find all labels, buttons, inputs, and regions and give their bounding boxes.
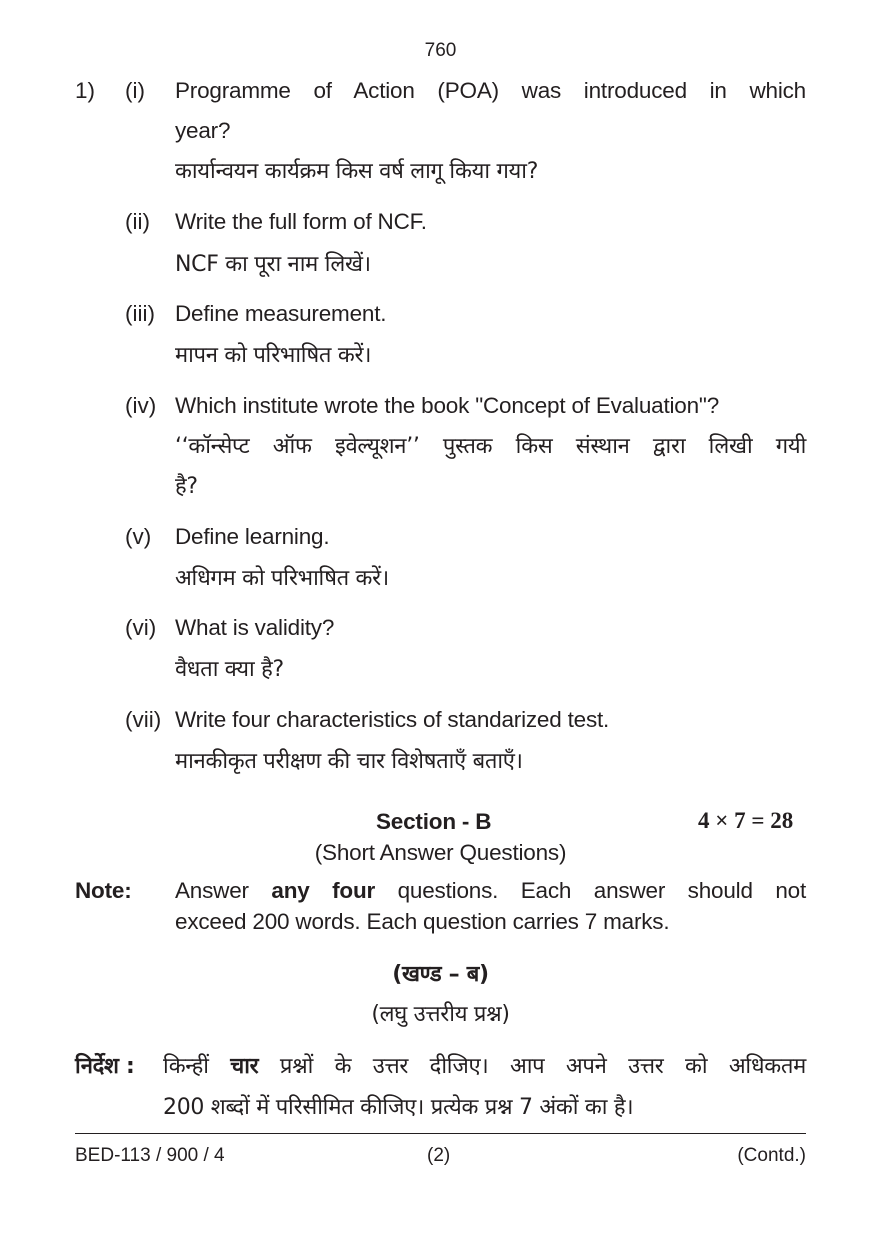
note-text-hi-cont: 200 शब्दों में परिसीमित कीजिए। प्रत्येक प्रश्न 7 अंकों का है। bbox=[163, 1095, 634, 1120]
note-text bbox=[175, 878, 806, 904]
note-label: Note: bbox=[75, 878, 132, 903]
footer-contd: (Contd.) bbox=[737, 1145, 806, 1166]
note-text-hi-bold: चार bbox=[230, 1054, 259, 1079]
note-text-hi-post: प्रश्नों के उत्तर दीजिए। आप अपने उत्तर को अधिकतम bbox=[258, 1054, 806, 1079]
question-text-hi: अधिगम को परिभाषित करें। bbox=[175, 566, 389, 591]
section-title: Section - B bbox=[376, 809, 492, 834]
page-number: 760 bbox=[424, 40, 457, 61]
section-subtitle: (Short Answer Questions) bbox=[314, 840, 567, 865]
sub-question-label: (iii) bbox=[125, 301, 155, 326]
note-label-hi: निर्देश : bbox=[75, 1054, 135, 1079]
section-title-hi: (खण्ड – ब) bbox=[392, 962, 489, 987]
question-text-hi: ‘‘कॉन्सेप्ट ऑफ इवेल्यूशन’’ पुस्तक किस संस्थान द्वारा लिखी गयी bbox=[175, 434, 806, 459]
question-text-en: What is validity? bbox=[175, 615, 335, 640]
note-text-hi-pre: किन्हीं bbox=[163, 1054, 231, 1079]
question-text-en: Programme of Action (POA) was introduced in which bbox=[175, 78, 806, 103]
note-text-pre: Answer bbox=[175, 878, 272, 903]
question-text-en: Define measurement. bbox=[175, 301, 387, 326]
question-number: 1) bbox=[75, 78, 96, 103]
footer-divider bbox=[75, 1133, 806, 1134]
footer-page: (2) bbox=[427, 1145, 451, 1166]
question-text-hi: वैधता क्या है? bbox=[175, 657, 284, 682]
question-text-en-cont: year? bbox=[175, 118, 231, 143]
sub-question-label: (i) bbox=[125, 78, 145, 103]
question-text-en: Write the full form of NCF. bbox=[175, 209, 427, 234]
sub-question-label: (vi) bbox=[125, 615, 157, 640]
section-subtitle-hi: (लघु उत्तरीय प्रश्न) bbox=[371, 1002, 510, 1027]
sub-question-label: (v) bbox=[125, 524, 152, 549]
note-text-cont: exceed 200 words. Each question carries 7 marks. bbox=[175, 909, 670, 934]
question-text-en: Define learning. bbox=[175, 524, 330, 549]
question-text-hi-cont: है? bbox=[175, 474, 198, 499]
sub-question-label: (ii) bbox=[125, 209, 150, 234]
question-text-en: Write four characteristics of standarized test. bbox=[175, 707, 610, 732]
sub-question-label: (iv) bbox=[125, 393, 157, 418]
section-marks: 4 × 7 = 28 bbox=[698, 808, 794, 833]
question-text-hi: NCF का पूरा नाम लिखें। bbox=[175, 252, 371, 277]
note-text-bold: any four bbox=[271, 878, 376, 903]
question-text-hi: कार्यान्वयन कार्यक्रम किस वर्ष लागू किया गया? bbox=[175, 159, 539, 184]
question-text-hi: मापन को परिभाषित करें। bbox=[175, 343, 372, 368]
footer-code: BED-113 / 900 / 4 bbox=[75, 1145, 225, 1166]
sub-question-label: (vii) bbox=[125, 707, 162, 732]
note-text-hi bbox=[163, 1050, 806, 1080]
note-text-post: questions. Each answer should not bbox=[375, 878, 806, 903]
question-text-en: Which institute wrote the book "Concept of Evaluation"? bbox=[175, 393, 720, 418]
question-text-hi: मानकीकृत परीक्षण की चार विशेषताएँ बताएँ। bbox=[175, 749, 523, 774]
